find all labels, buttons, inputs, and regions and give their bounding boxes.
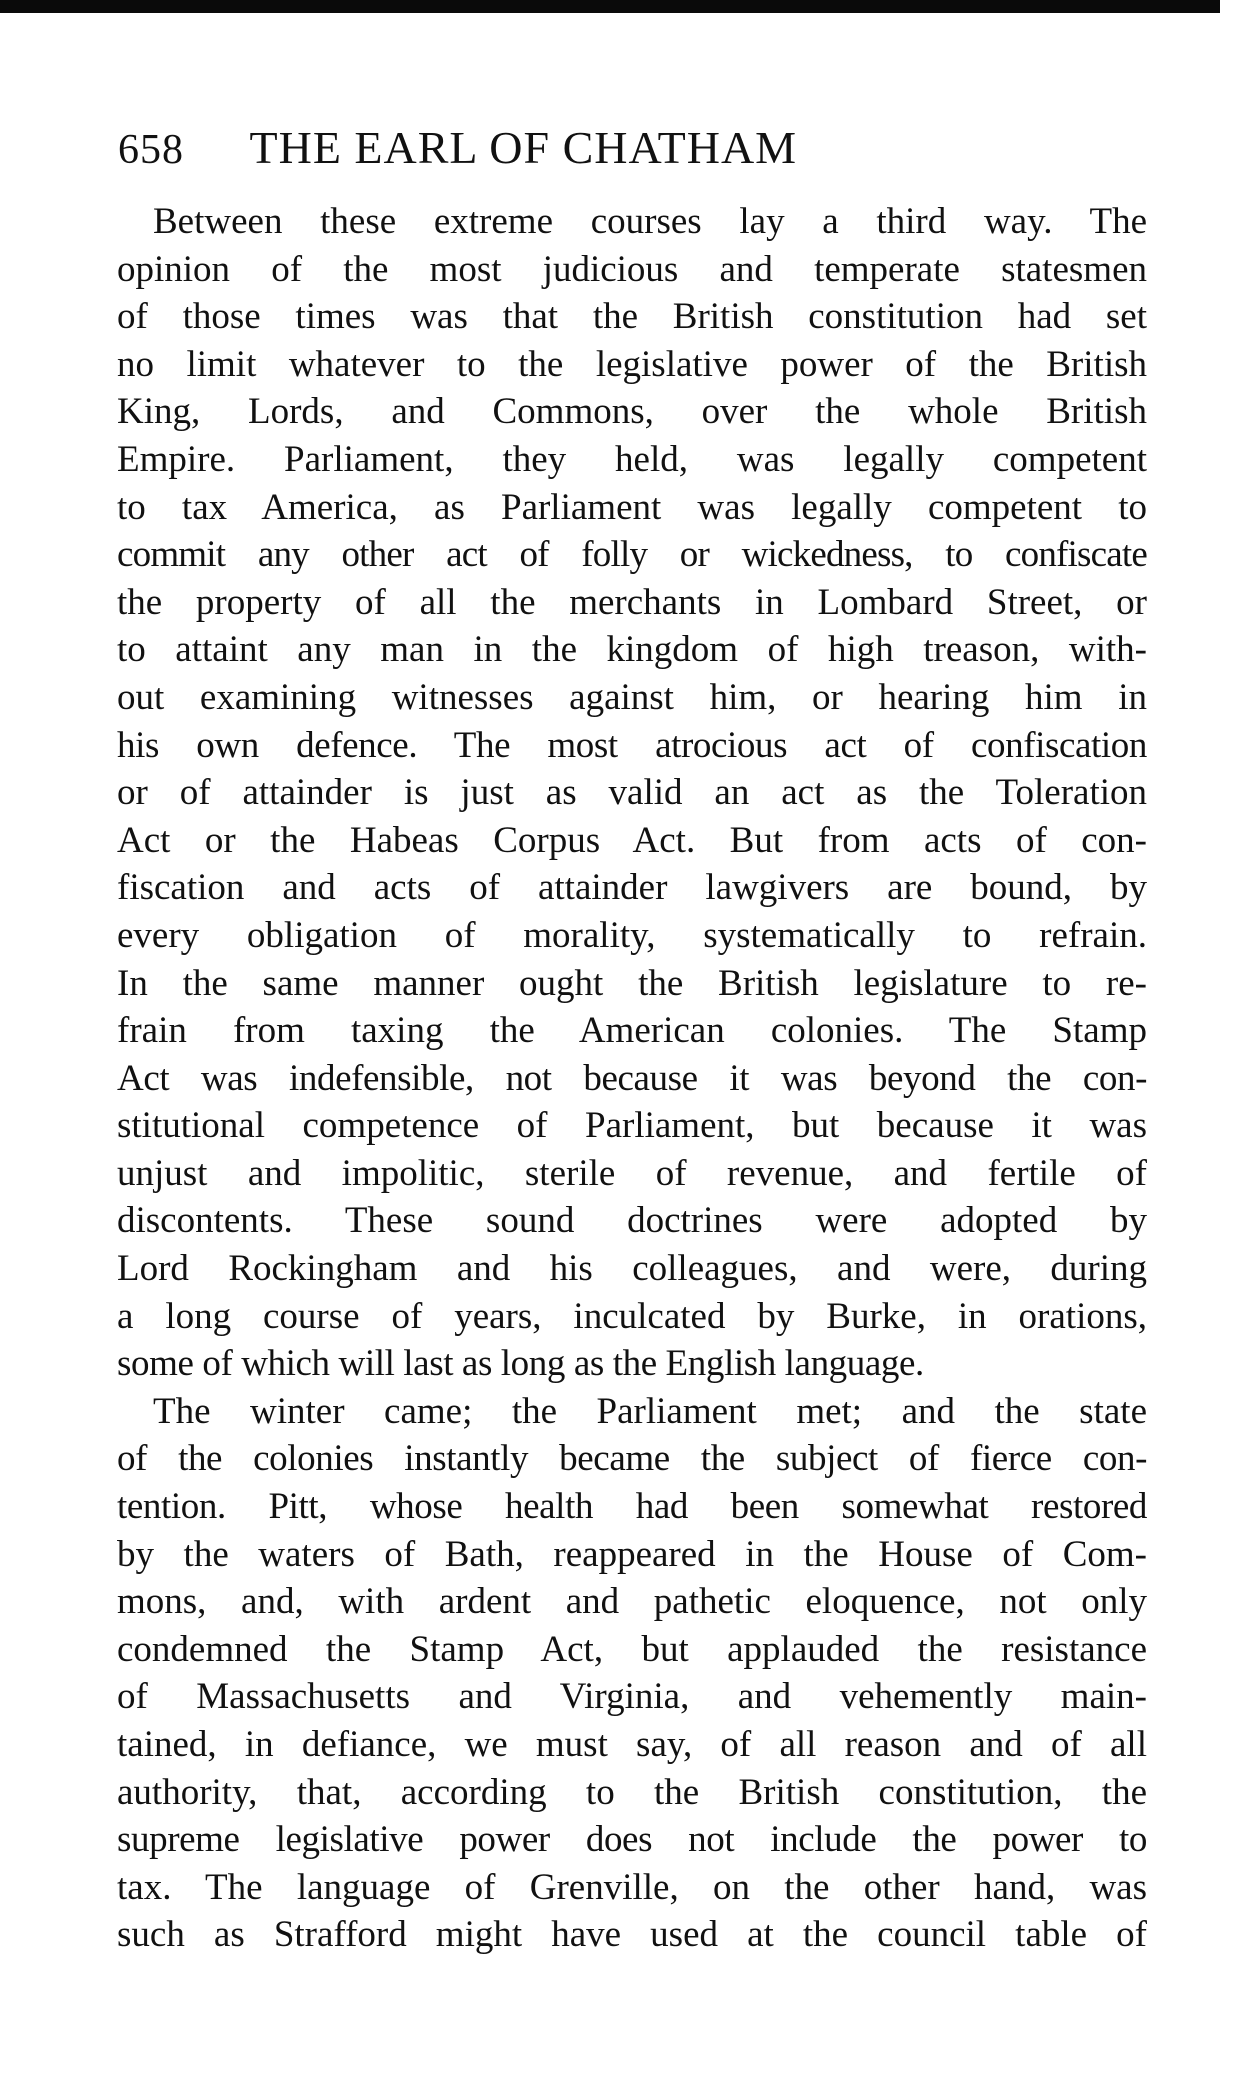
body-text (117, 198, 1147, 1959)
top-rule (0, 0, 1220, 13)
text-line: of Massachusetts and Virginia, and vehemently main- (117, 1676, 1147, 1718)
text-line: Act was indefensible, not because it was beyond the con- (117, 1057, 1147, 1099)
running-head (118, 118, 1018, 178)
text-line: to attaint any man in the kingdom of high treason, with- (117, 629, 1147, 671)
text-line: condemned the Stamp Act, but applauded the resistance (117, 1628, 1147, 1670)
text-line: mons, and, with ardent and pathetic eloquence, not only (117, 1581, 1147, 1623)
text-line: Act or the Habeas Corpus Act. But from acts of con- (117, 819, 1147, 861)
text-line: tained, in defiance, we must say, of all reason and of all (117, 1724, 1147, 1765)
text-line: to tax America, as Parliament was legally competent to (117, 486, 1147, 528)
text-line: Between these extreme courses lay a third way. The (153, 201, 1147, 242)
text-line: opinion of the most judicious and temperate statesmen (117, 248, 1147, 290)
paragraph-1 (117, 198, 1147, 1388)
paragraph-2 (117, 1388, 1147, 1959)
text-line: tention. Pitt, whose health had been somewhat restored (117, 1486, 1147, 1528)
text-line: such as Strafford might have used at the council table of (117, 1914, 1147, 1956)
text-line: tax. The language of Grenville, on the other hand, was (117, 1866, 1147, 1908)
text-line: some of which will last as long as the English language. (117, 1343, 924, 1385)
running-title: THE EARL OF CHATHAM (249, 122, 798, 173)
text-line: his own defence. The most atrocious act of confiscation (117, 724, 1147, 766)
text-line: by the waters of Bath, reappeared in the House of Com- (117, 1533, 1147, 1575)
text-line: of those times was that the British constitution had set (117, 296, 1147, 338)
text-line: The winter came; the Parliament met; and the state (153, 1390, 1147, 1432)
text-line: a long course of years, inculcated by Burke, in orations, (117, 1295, 1147, 1337)
text-line: authority, that, according to the British constitution, the (117, 1771, 1147, 1813)
text-line: no limit whatever to the legislative power of the British (117, 343, 1147, 385)
text-line: supreme legislative power does not include the power to (117, 1819, 1147, 1861)
page-number: 658 (118, 127, 184, 173)
text-line: In the same manner ought the British legislature to re- (117, 962, 1147, 1004)
text-line: of the colonies instantly became the subject of fierce con- (117, 1438, 1147, 1480)
text-line: fiscation and acts of attainder lawgivers are bound, by (117, 867, 1147, 909)
text-line: unjust and impolitic, sterile of revenue, and fertile of (117, 1152, 1147, 1194)
text-line: Lord Rockingham and his colleagues, and were, during (117, 1248, 1147, 1290)
text-line: frain from taxing the American colonies. The Stamp (117, 1010, 1147, 1052)
text-line: King, Lords, and Commons, over the whole British (117, 391, 1147, 433)
text-line: discontents. These sound doctrines were adopted by (117, 1200, 1147, 1242)
text-line: out examining witnesses against him, or hearing him in (117, 676, 1147, 718)
text-line: commit any other act of folly or wickedness, to confiscate (117, 534, 1147, 576)
text-line: every obligation of morality, systematically to refrain. (117, 914, 1147, 956)
text-line: Empire. Parliament, they held, was legally competent (117, 438, 1147, 480)
text-line: stitutional competence of Parliament, but because it was (117, 1105, 1147, 1147)
text-line: or of attainder is just as valid an act as the Toleration (117, 772, 1147, 814)
text-line: the property of all the merchants in Lombard Street, or (117, 581, 1147, 623)
